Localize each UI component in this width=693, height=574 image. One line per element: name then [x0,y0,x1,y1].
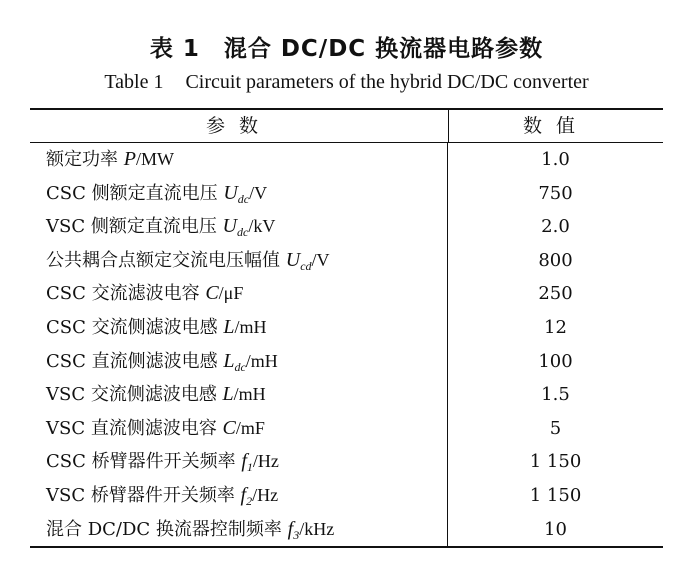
table-row [30,445,663,479]
param-cell [30,378,448,412]
value-cell: 1 150 [529,451,582,473]
param-symbol: L [223,349,235,372]
table-label-en: Table 1 [104,71,164,93]
param-label: 额定功率 [46,149,124,170]
table-row [30,345,663,379]
param-symbol: C [205,282,219,305]
param-symbol: U [223,181,238,204]
param-subscript: 3 [293,527,300,542]
table-row [30,479,663,513]
param-label: CSC 交流侧滤波电感 [46,316,224,338]
table-title-cn: 表 1 混合 DC/DC 换流器电路参数 [149,36,544,62]
param-cell [30,479,448,513]
param-label: VSC 桥臂器件开关频率 [46,484,241,506]
param-unit: /MW [135,149,174,169]
value-cell: 2.0 [541,216,570,238]
table-row [30,244,663,278]
param-symbol: f [241,450,247,473]
param-symbol: f [287,517,294,540]
param-symbol: U [222,215,237,238]
param-unit: /Hz [252,484,279,505]
param-cell [30,143,448,177]
value-cell: 12 [544,316,567,338]
param-cell [30,311,448,345]
param-subscript: dc [237,191,250,206]
table-row [30,513,663,547]
value-cell: 10 [544,518,567,540]
param-subscript: dc [237,225,249,240]
param-subscript: 2 [246,493,253,508]
param-cell [30,513,448,547]
table-header [30,110,663,143]
table-body [30,143,663,546]
value-cell: 5 [549,417,562,439]
header-value: 数值 [522,115,589,137]
param-unit: /kHz [299,518,335,539]
table-caption-en: Circuit parameters of the hybrid DC/DC converter [185,71,589,93]
value-cell: 100 [538,350,573,372]
value-cell: 1 150 [529,484,582,506]
param-symbol: L [222,383,234,406]
param-cell [30,277,448,311]
parameter-table [30,108,663,548]
param-label: 公共耦合点额定交流电压幅值 [46,249,286,271]
table-row [30,412,663,446]
param-cell [30,177,448,211]
param-label: CSC 交流滤波电容 [46,283,206,305]
param-unit: /mF [235,417,265,438]
param-unit: /kV [248,216,276,237]
table-title-en [0,71,693,94]
param-subscript: cd [300,258,312,273]
param-subscript: dc [234,359,246,374]
param-subscript: 1 [246,460,253,475]
param-label: VSC 交流侧滤波电感 [46,384,223,406]
param-unit: /V [311,249,330,270]
value-cell: 800 [538,249,573,271]
param-cell [30,445,448,479]
param-unit: /μF [218,283,244,304]
param-cell [30,412,448,446]
param-label: CSC 直流侧滤波电感 [46,350,224,372]
table-row [30,177,663,211]
value-cell: 1.5 [541,384,570,406]
param-unit: /mH [245,350,278,371]
param-symbol: f [240,483,247,506]
param-symbol: C [222,416,236,439]
param-cell [30,210,448,244]
table-row [30,143,663,177]
param-symbol: U [285,248,301,271]
param-unit: /mH [234,316,267,337]
param-unit: /Hz [252,451,279,472]
header-param: 参数 [30,110,449,142]
param-cell [30,345,448,379]
param-label: VSC 侧额定直流电压 [46,216,223,238]
param-symbol: P [123,148,136,170]
value-cell: 1.0 [541,149,570,170]
param-label: CSC 桥臂器件开关频率 [46,451,242,473]
param-label: VSC 直流侧滤波电容 [46,417,223,439]
table-row [30,210,663,244]
table-row [30,311,663,345]
param-unit: /mH [233,384,266,405]
value-cell: 250 [538,283,573,305]
table-row [30,277,663,311]
param-label: CSC 侧额定直流电压 [46,182,224,204]
param-symbol: L [223,315,235,338]
value-cell: 750 [538,182,573,204]
param-cell [30,244,448,278]
param-unit: /V [249,182,268,203]
param-label: 混合 DC/DC 换流器控制频率 [46,518,288,540]
table-row [30,378,663,412]
